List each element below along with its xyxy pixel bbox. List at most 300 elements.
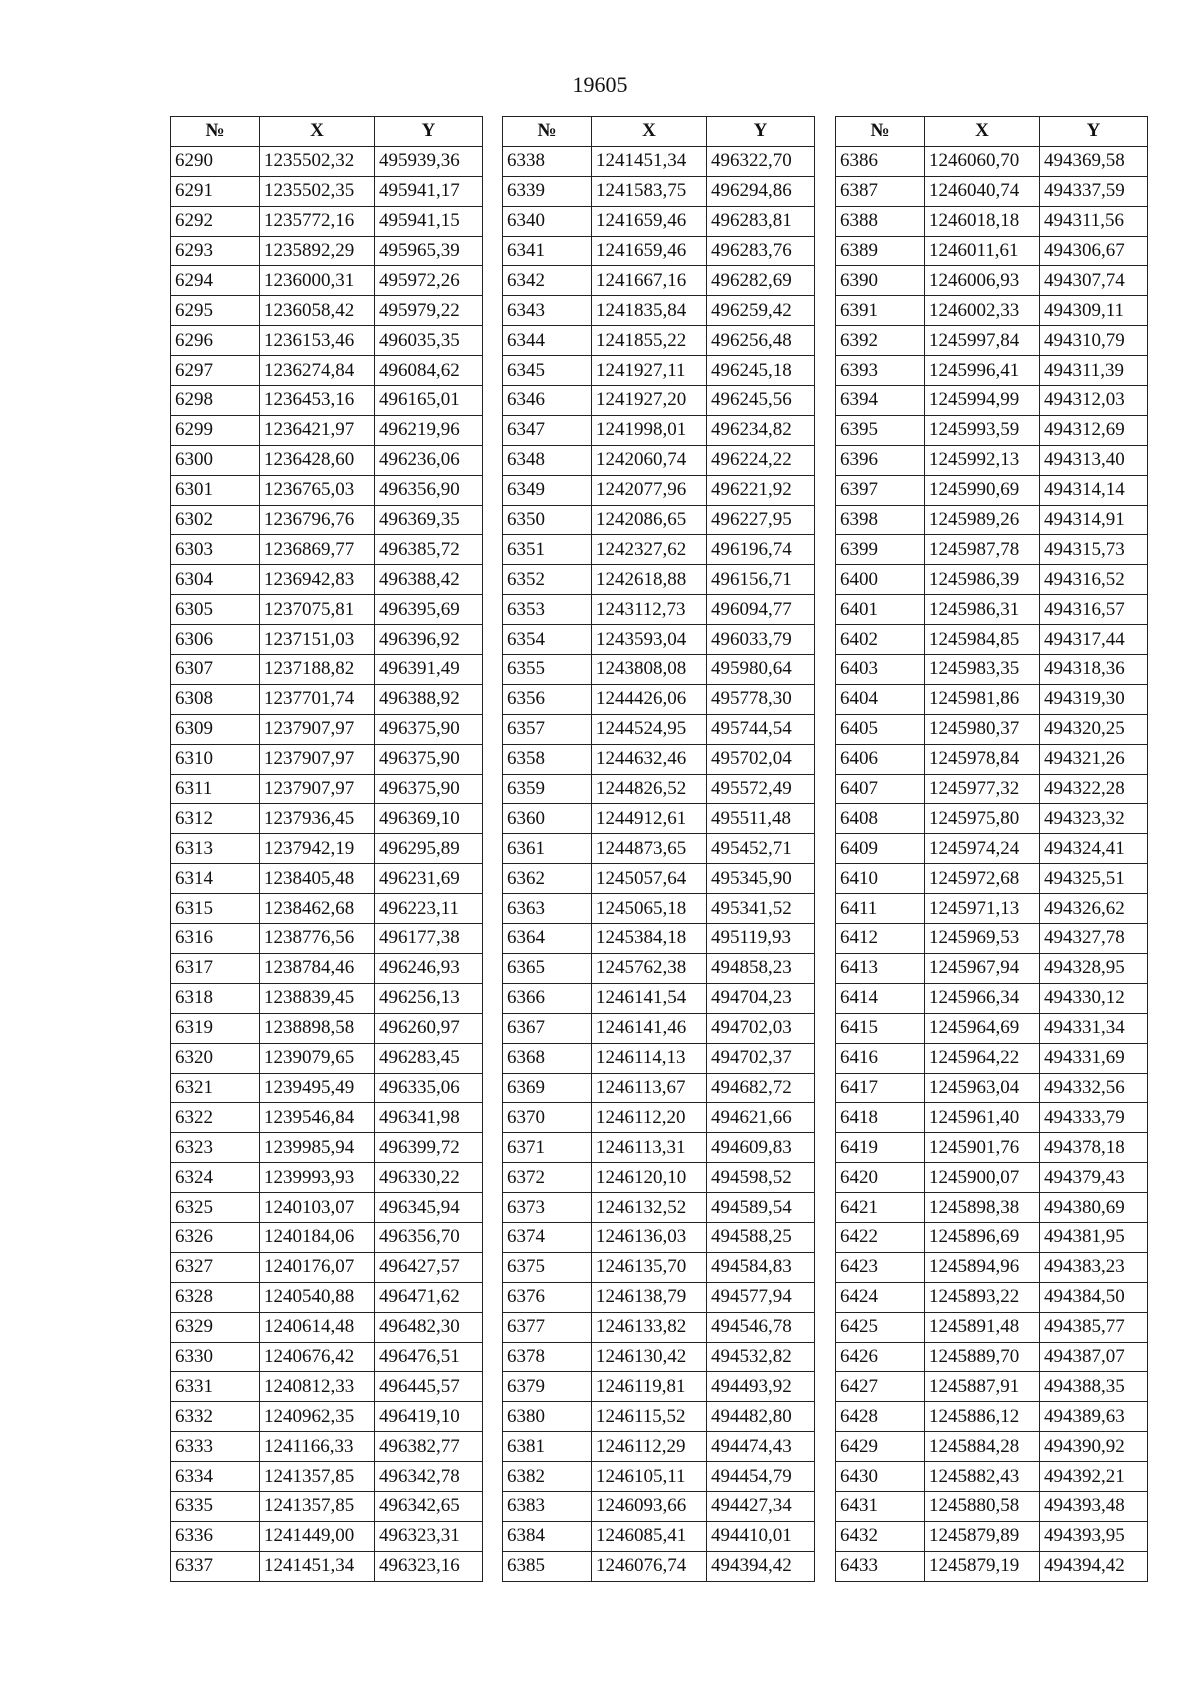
- x-coordinate: 1246113,31: [592, 1133, 707, 1163]
- table-row: [836, 206, 1148, 236]
- x-coordinate: 1245886,12: [925, 1402, 1040, 1432]
- y-coordinate: 494388,35: [1040, 1372, 1148, 1402]
- y-coordinate: 496260,97: [375, 1013, 483, 1043]
- x-coordinate: 1236058,42: [260, 296, 375, 326]
- table-row: [503, 1312, 815, 1342]
- table-row: [836, 1521, 1148, 1551]
- table-row: [503, 296, 815, 326]
- y-coordinate: 494316,57: [1040, 595, 1148, 625]
- y-coordinate: 496224,22: [707, 445, 815, 475]
- x-coordinate: 1241166,33: [260, 1432, 375, 1462]
- y-coordinate: 496341,98: [375, 1103, 483, 1133]
- table-row: [836, 1193, 1148, 1223]
- y-coordinate: 494321,26: [1040, 744, 1148, 774]
- y-coordinate: 496177,38: [375, 924, 483, 954]
- table-row: [503, 475, 815, 505]
- point-number: 6421: [836, 1193, 925, 1223]
- y-coordinate: 494532,82: [707, 1342, 815, 1372]
- point-number: 6427: [836, 1372, 925, 1402]
- y-coordinate: 495702,04: [707, 744, 815, 774]
- x-coordinate: 1241357,85: [260, 1462, 375, 1492]
- point-number: 6328: [171, 1282, 260, 1312]
- y-coordinate: 494325,51: [1040, 864, 1148, 894]
- x-coordinate: 1246130,42: [592, 1342, 707, 1372]
- table-row: [836, 176, 1148, 206]
- y-coordinate: 494322,28: [1040, 774, 1148, 804]
- y-coordinate: 496388,42: [375, 565, 483, 595]
- table-row: [836, 505, 1148, 535]
- table-row: [836, 983, 1148, 1013]
- y-coordinate: 494621,66: [707, 1103, 815, 1133]
- table-row: [503, 1193, 815, 1223]
- table-row: [503, 356, 815, 386]
- y-coordinate: 496196,74: [707, 535, 815, 565]
- point-number: 6409: [836, 834, 925, 864]
- table-row: [836, 445, 1148, 475]
- x-coordinate: 1245384,18: [592, 924, 707, 954]
- x-coordinate: 1236153,46: [260, 326, 375, 356]
- y-coordinate: 494369,58: [1040, 146, 1148, 176]
- y-coordinate: 496234,82: [707, 415, 815, 445]
- table-row: [836, 1282, 1148, 1312]
- table-row: [503, 953, 815, 983]
- y-coordinate: 496427,57: [375, 1252, 483, 1282]
- x-coordinate: 1241659,46: [592, 236, 707, 266]
- header-y: Y: [1040, 117, 1148, 147]
- point-number: 6395: [836, 415, 925, 445]
- x-coordinate: 1241855,22: [592, 326, 707, 356]
- y-coordinate: 494307,74: [1040, 266, 1148, 296]
- table-row: [503, 1043, 815, 1073]
- y-coordinate: 494314,91: [1040, 505, 1148, 535]
- x-coordinate: 1245880,58: [925, 1491, 1040, 1521]
- y-coordinate: 494858,23: [707, 953, 815, 983]
- point-number: 6297: [171, 356, 260, 386]
- y-coordinate: 495980,64: [707, 655, 815, 685]
- point-number: 6347: [503, 415, 592, 445]
- table-row: [171, 953, 483, 983]
- point-number: 6374: [503, 1222, 592, 1252]
- table-row: [836, 595, 1148, 625]
- y-coordinate: 496476,51: [375, 1342, 483, 1372]
- table-row: [836, 894, 1148, 924]
- y-coordinate: 496245,56: [707, 386, 815, 416]
- y-coordinate: 496471,62: [375, 1282, 483, 1312]
- table-row: [171, 1342, 483, 1372]
- x-coordinate: 1241451,34: [260, 1551, 375, 1581]
- table-row: [836, 1103, 1148, 1133]
- point-number: 6425: [836, 1312, 925, 1342]
- point-number: 6345: [503, 356, 592, 386]
- y-coordinate: 494380,69: [1040, 1193, 1148, 1223]
- table-row: [836, 714, 1148, 744]
- y-coordinate: 496419,10: [375, 1402, 483, 1432]
- x-coordinate: 1242077,96: [592, 475, 707, 505]
- table-row: [171, 535, 483, 565]
- y-coordinate: 494702,37: [707, 1043, 815, 1073]
- table-row: [503, 625, 815, 655]
- x-coordinate: 1245993,59: [925, 415, 1040, 445]
- y-coordinate: 494410,01: [707, 1521, 815, 1551]
- x-coordinate: 1246105,11: [592, 1462, 707, 1492]
- x-coordinate: 1237151,03: [260, 625, 375, 655]
- x-coordinate: 1241835,84: [592, 296, 707, 326]
- x-coordinate: 1245983,35: [925, 655, 1040, 685]
- table-row: [836, 1491, 1148, 1521]
- table-row: [171, 804, 483, 834]
- header-x: X: [260, 117, 375, 147]
- header-number: №: [503, 117, 592, 147]
- y-coordinate: 496375,90: [375, 714, 483, 744]
- point-number: 6342: [503, 266, 592, 296]
- table-row: [503, 894, 815, 924]
- y-coordinate: 494316,52: [1040, 565, 1148, 595]
- x-coordinate: 1238405,48: [260, 864, 375, 894]
- point-number: 6417: [836, 1073, 925, 1103]
- point-number: 6326: [171, 1222, 260, 1252]
- table-row: [503, 1402, 815, 1432]
- point-number: 6311: [171, 774, 260, 804]
- y-coordinate: 494598,52: [707, 1163, 815, 1193]
- point-number: 6402: [836, 625, 925, 655]
- point-number: 6317: [171, 953, 260, 983]
- x-coordinate: 1236765,03: [260, 475, 375, 505]
- point-number: 6324: [171, 1163, 260, 1193]
- table-row: [836, 625, 1148, 655]
- table-row: [171, 415, 483, 445]
- x-coordinate: 1245879,89: [925, 1521, 1040, 1551]
- y-coordinate: 494310,79: [1040, 326, 1148, 356]
- point-number: 6320: [171, 1043, 260, 1073]
- x-coordinate: 1237942,19: [260, 834, 375, 864]
- table-row: [503, 774, 815, 804]
- x-coordinate: 1244873,65: [592, 834, 707, 864]
- point-number: 6418: [836, 1103, 925, 1133]
- x-coordinate: 1246076,74: [592, 1551, 707, 1581]
- x-coordinate: 1245981,86: [925, 684, 1040, 714]
- y-coordinate: 496375,90: [375, 774, 483, 804]
- point-number: 6367: [503, 1013, 592, 1043]
- x-coordinate: 1235502,35: [260, 176, 375, 206]
- y-coordinate: 494327,78: [1040, 924, 1148, 954]
- table-row: [836, 1312, 1148, 1342]
- y-coordinate: 496245,18: [707, 356, 815, 386]
- x-coordinate: 1237188,82: [260, 655, 375, 685]
- x-coordinate: 1238839,45: [260, 983, 375, 1013]
- point-number: 6343: [503, 296, 592, 326]
- point-number: 6331: [171, 1372, 260, 1402]
- point-number: 6307: [171, 655, 260, 685]
- x-coordinate: 1237075,81: [260, 595, 375, 625]
- point-number: 6301: [171, 475, 260, 505]
- table-row: [836, 475, 1148, 505]
- table-row: [503, 1103, 815, 1133]
- y-coordinate: 494311,56: [1040, 206, 1148, 236]
- y-coordinate: 496219,96: [375, 415, 483, 445]
- y-coordinate: 494331,34: [1040, 1013, 1148, 1043]
- point-number: 6351: [503, 535, 592, 565]
- y-coordinate: 496227,95: [707, 505, 815, 535]
- table-row: [171, 505, 483, 535]
- table-row: [836, 1252, 1148, 1282]
- y-coordinate: 496094,77: [707, 595, 815, 625]
- table-row: [503, 804, 815, 834]
- y-coordinate: 495939,36: [375, 146, 483, 176]
- y-coordinate: 496369,10: [375, 804, 483, 834]
- y-coordinate: 494454,79: [707, 1462, 815, 1492]
- point-number: 6306: [171, 625, 260, 655]
- point-number: 6396: [836, 445, 925, 475]
- table-row: [171, 1252, 483, 1282]
- point-number: 6325: [171, 1193, 260, 1223]
- table-row: [503, 1133, 815, 1163]
- x-coordinate: 1245974,24: [925, 834, 1040, 864]
- table-row: [503, 505, 815, 535]
- point-number: 6406: [836, 744, 925, 774]
- y-coordinate: 494584,83: [707, 1252, 815, 1282]
- x-coordinate: 1246132,52: [592, 1193, 707, 1223]
- table-row: [836, 415, 1148, 445]
- point-number: 6375: [503, 1252, 592, 1282]
- y-coordinate: 494320,25: [1040, 714, 1148, 744]
- table-row: [836, 146, 1148, 176]
- y-coordinate: 495941,15: [375, 206, 483, 236]
- table-row: [171, 1402, 483, 1432]
- y-coordinate: 494332,56: [1040, 1073, 1148, 1103]
- point-number: 6433: [836, 1551, 925, 1581]
- y-coordinate: 496283,45: [375, 1043, 483, 1073]
- point-number: 6382: [503, 1462, 592, 1492]
- point-number: 6423: [836, 1252, 925, 1282]
- table-row: [836, 1043, 1148, 1073]
- x-coordinate: 1245992,13: [925, 445, 1040, 475]
- point-number: 6360: [503, 804, 592, 834]
- table-row: [503, 565, 815, 595]
- point-number: 6349: [503, 475, 592, 505]
- point-number: 6429: [836, 1432, 925, 1462]
- table-row: [503, 1491, 815, 1521]
- point-number: 6399: [836, 535, 925, 565]
- x-coordinate: 1245961,40: [925, 1103, 1040, 1133]
- table-row: [503, 266, 815, 296]
- y-coordinate: 496236,06: [375, 445, 483, 475]
- table-row: [171, 1193, 483, 1223]
- x-coordinate: 1245984,85: [925, 625, 1040, 655]
- table-row: [503, 176, 815, 206]
- table-row: [171, 1073, 483, 1103]
- x-coordinate: 1240103,07: [260, 1193, 375, 1223]
- y-coordinate: 495941,17: [375, 176, 483, 206]
- y-coordinate: 496256,48: [707, 326, 815, 356]
- point-number: 6392: [836, 326, 925, 356]
- table-row: [171, 296, 483, 326]
- y-coordinate: 496356,70: [375, 1222, 483, 1252]
- point-number: 6431: [836, 1491, 925, 1521]
- x-coordinate: 1246115,52: [592, 1402, 707, 1432]
- y-coordinate: 496399,72: [375, 1133, 483, 1163]
- table-row: [503, 1521, 815, 1551]
- table-row: [836, 1432, 1148, 1462]
- y-coordinate: 494393,95: [1040, 1521, 1148, 1551]
- x-coordinate: 1244826,52: [592, 774, 707, 804]
- y-coordinate: 494318,36: [1040, 655, 1148, 685]
- table-row: [503, 684, 815, 714]
- table-row: [171, 774, 483, 804]
- header-x: X: [925, 117, 1040, 147]
- y-coordinate: 494323,32: [1040, 804, 1148, 834]
- point-number: 6408: [836, 804, 925, 834]
- x-coordinate: 1242327,62: [592, 535, 707, 565]
- point-number: 6365: [503, 953, 592, 983]
- table-header-row: [503, 117, 815, 147]
- point-number: 6355: [503, 655, 592, 685]
- point-number: 6410: [836, 864, 925, 894]
- y-coordinate: 494702,03: [707, 1013, 815, 1043]
- y-coordinate: 496223,11: [375, 894, 483, 924]
- x-coordinate: 1237936,45: [260, 804, 375, 834]
- x-coordinate: 1245894,96: [925, 1252, 1040, 1282]
- table-row: [503, 1342, 815, 1372]
- y-coordinate: 494315,73: [1040, 535, 1148, 565]
- x-coordinate: 1245996,41: [925, 356, 1040, 386]
- y-coordinate: 495572,49: [707, 774, 815, 804]
- point-number: 6338: [503, 146, 592, 176]
- point-number: 6318: [171, 983, 260, 1013]
- point-number: 6400: [836, 565, 925, 595]
- x-coordinate: 1245990,69: [925, 475, 1040, 505]
- point-number: 6310: [171, 744, 260, 774]
- table-row: [171, 266, 483, 296]
- point-number: 6420: [836, 1163, 925, 1193]
- y-coordinate: 495452,71: [707, 834, 815, 864]
- y-coordinate: 494393,48: [1040, 1491, 1148, 1521]
- point-number: 6388: [836, 206, 925, 236]
- x-coordinate: 1245898,38: [925, 1193, 1040, 1223]
- x-coordinate: 1245893,22: [925, 1282, 1040, 1312]
- y-coordinate: 494317,44: [1040, 625, 1148, 655]
- x-coordinate: 1246133,82: [592, 1312, 707, 1342]
- table-row: [171, 834, 483, 864]
- point-number: 6403: [836, 655, 925, 685]
- point-number: 6394: [836, 386, 925, 416]
- header-number: №: [171, 117, 260, 147]
- x-coordinate: 1236421,97: [260, 415, 375, 445]
- y-coordinate: 496323,31: [375, 1521, 483, 1551]
- table-row: [503, 1372, 815, 1402]
- y-coordinate: 494379,43: [1040, 1163, 1148, 1193]
- y-coordinate: 496282,69: [707, 266, 815, 296]
- point-number: 6299: [171, 415, 260, 445]
- y-coordinate: 494324,41: [1040, 834, 1148, 864]
- x-coordinate: 1245964,22: [925, 1043, 1040, 1073]
- y-coordinate: 496165,01: [375, 386, 483, 416]
- point-number: 6416: [836, 1043, 925, 1073]
- y-coordinate: 494383,23: [1040, 1252, 1148, 1282]
- table-row: [503, 714, 815, 744]
- x-coordinate: 1236428,60: [260, 445, 375, 475]
- table-row: [171, 1103, 483, 1133]
- y-coordinate: 496294,86: [707, 176, 815, 206]
- coordinate-table-1: [170, 116, 483, 1582]
- table-row: [503, 146, 815, 176]
- x-coordinate: 1245065,18: [592, 894, 707, 924]
- point-number: 6346: [503, 386, 592, 416]
- x-coordinate: 1246002,33: [925, 296, 1040, 326]
- header-x: X: [592, 117, 707, 147]
- table-row: [836, 1133, 1148, 1163]
- point-number: 6308: [171, 684, 260, 714]
- x-coordinate: 1243808,08: [592, 655, 707, 685]
- x-coordinate: 1244632,46: [592, 744, 707, 774]
- table-row: [836, 1372, 1148, 1402]
- y-coordinate: 496342,78: [375, 1462, 483, 1492]
- y-coordinate: 496356,90: [375, 475, 483, 505]
- table-row: [171, 1491, 483, 1521]
- table-row: [171, 1372, 483, 1402]
- y-coordinate: 494319,30: [1040, 684, 1148, 714]
- x-coordinate: 1237701,74: [260, 684, 375, 714]
- point-number: 6302: [171, 505, 260, 535]
- table-row: [171, 595, 483, 625]
- table-row: [503, 1163, 815, 1193]
- table-row: [503, 206, 815, 236]
- point-number: 6290: [171, 146, 260, 176]
- y-coordinate: 495341,52: [707, 894, 815, 924]
- table-row: [836, 1222, 1148, 1252]
- point-number: 6300: [171, 445, 260, 475]
- table-row: [836, 356, 1148, 386]
- table-body: [171, 146, 483, 1581]
- x-coordinate: 1239079,65: [260, 1043, 375, 1073]
- x-coordinate: 1243593,04: [592, 625, 707, 655]
- y-coordinate: 494390,92: [1040, 1432, 1148, 1462]
- point-number: 6407: [836, 774, 925, 804]
- table-row: [171, 684, 483, 714]
- table-row: [503, 655, 815, 685]
- y-coordinate: 494589,54: [707, 1193, 815, 1223]
- point-number: 6422: [836, 1222, 925, 1252]
- y-coordinate: 494378,18: [1040, 1133, 1148, 1163]
- point-number: 6381: [503, 1432, 592, 1462]
- point-number: 6321: [171, 1073, 260, 1103]
- x-coordinate: 1245969,53: [925, 924, 1040, 954]
- y-coordinate: 496391,49: [375, 655, 483, 685]
- x-coordinate: 1242618,88: [592, 565, 707, 595]
- point-number: 6378: [503, 1342, 592, 1372]
- y-coordinate: 496033,79: [707, 625, 815, 655]
- point-number: 6333: [171, 1432, 260, 1462]
- x-coordinate: 1246141,46: [592, 1013, 707, 1043]
- y-coordinate: 494394,42: [1040, 1551, 1148, 1581]
- x-coordinate: 1239546,84: [260, 1103, 375, 1133]
- y-coordinate: 495511,48: [707, 804, 815, 834]
- y-coordinate: 494682,72: [707, 1073, 815, 1103]
- point-number: 6385: [503, 1551, 592, 1581]
- point-number: 6366: [503, 983, 592, 1013]
- point-number: 6393: [836, 356, 925, 386]
- table-header-row: [836, 117, 1148, 147]
- point-number: 6398: [836, 505, 925, 535]
- y-coordinate: 494474,43: [707, 1432, 815, 1462]
- x-coordinate: 1240614,48: [260, 1312, 375, 1342]
- x-coordinate: 1245997,84: [925, 326, 1040, 356]
- point-number: 6350: [503, 505, 592, 535]
- x-coordinate: 1241659,46: [592, 206, 707, 236]
- x-coordinate: 1246135,70: [592, 1252, 707, 1282]
- point-number: 6386: [836, 146, 925, 176]
- x-coordinate: 1245987,78: [925, 535, 1040, 565]
- point-number: 6370: [503, 1103, 592, 1133]
